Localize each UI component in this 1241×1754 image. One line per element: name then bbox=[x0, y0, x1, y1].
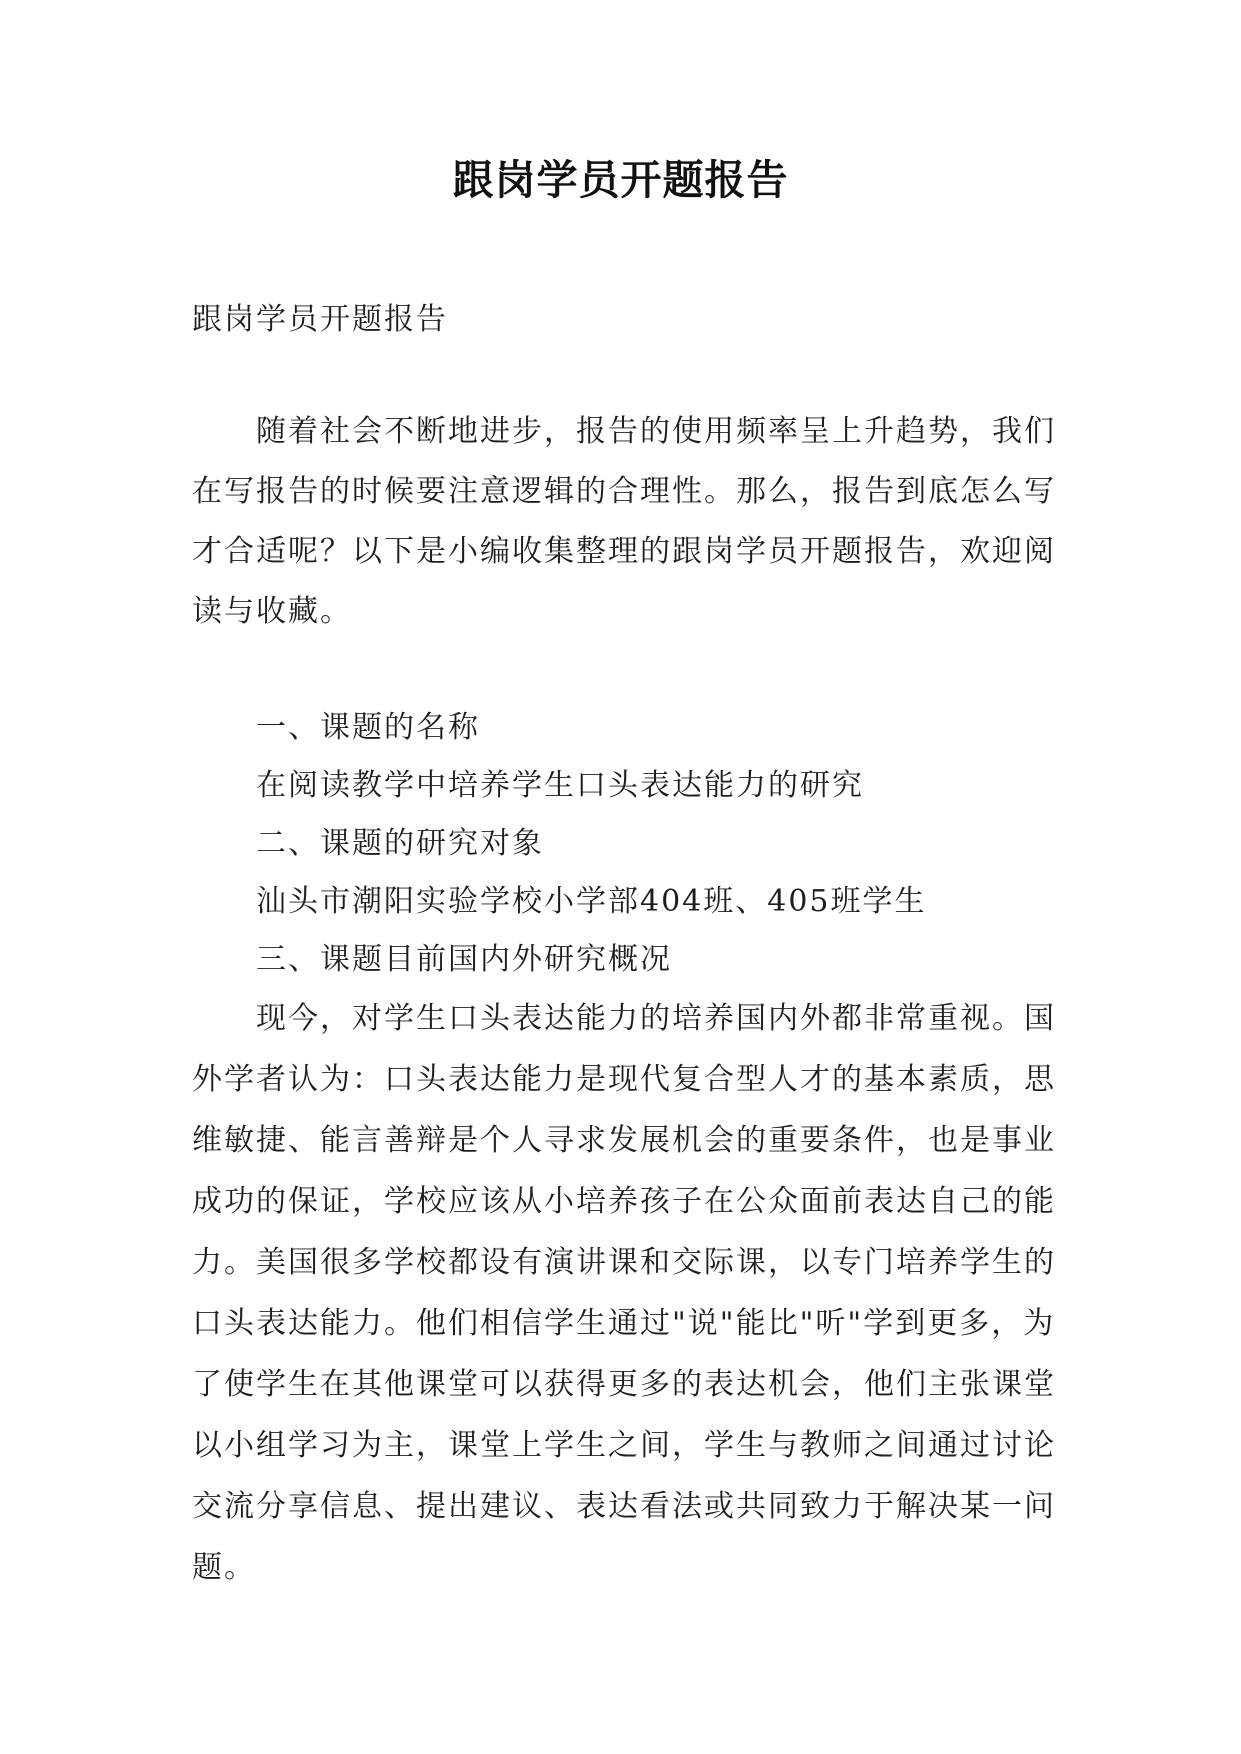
section-heading-3: 三、课题目前国内外研究概况 bbox=[256, 942, 672, 977]
document-subtitle: 跟岗学员开题报告 bbox=[192, 302, 448, 337]
section-heading-2: 二、课题的研究对象 bbox=[256, 826, 544, 861]
document-title: 跟岗学员开题报告 bbox=[452, 156, 789, 204]
research-subjects: 汕头市潮阳实验学校小学部404班、405班学生 bbox=[256, 884, 927, 919]
topic-name: 在阅读教学中培养学生口头表达能力的研究 bbox=[256, 768, 864, 803]
intro-paragraph: 随着社会不断地进步，报告的使用频率呈上升趋势，我们在写报告的时候要注意逻辑的合理性。那么，报告到底怎么写才合适呢？以下是小编收集整理的跟岗学员开题报告，欢迎阅读与收藏。 bbox=[192, 414, 1056, 629]
section-heading-1: 一、课题的名称 bbox=[256, 710, 480, 745]
section-list bbox=[192, 699, 1072, 989]
overview-paragraph: 现今，对学生口头表达能力的培养国内外都非常重视。国外学者认为：口头表达能力是现代复合型人才的基本素质，思维敏捷、能言善辩是个人寻求发展机会的重要条件，也是事业成功的保证，学校应该从小培养孩子在公众面前表达自己的能力。美国很多学校都设有演讲课和交际课，以专门培养学生的口头表达能力。他们相信学生通过"说"能比"听"学到更多，为了使学生在其他课堂可以获得更多的表达机会，他们主张课堂以小组学习为主，课堂上学生之间，学生与教师之间通过讨论交流分享信息、提出建议、表达看法或共同致力于解决某一问题。 bbox=[192, 1001, 1056, 1585]
